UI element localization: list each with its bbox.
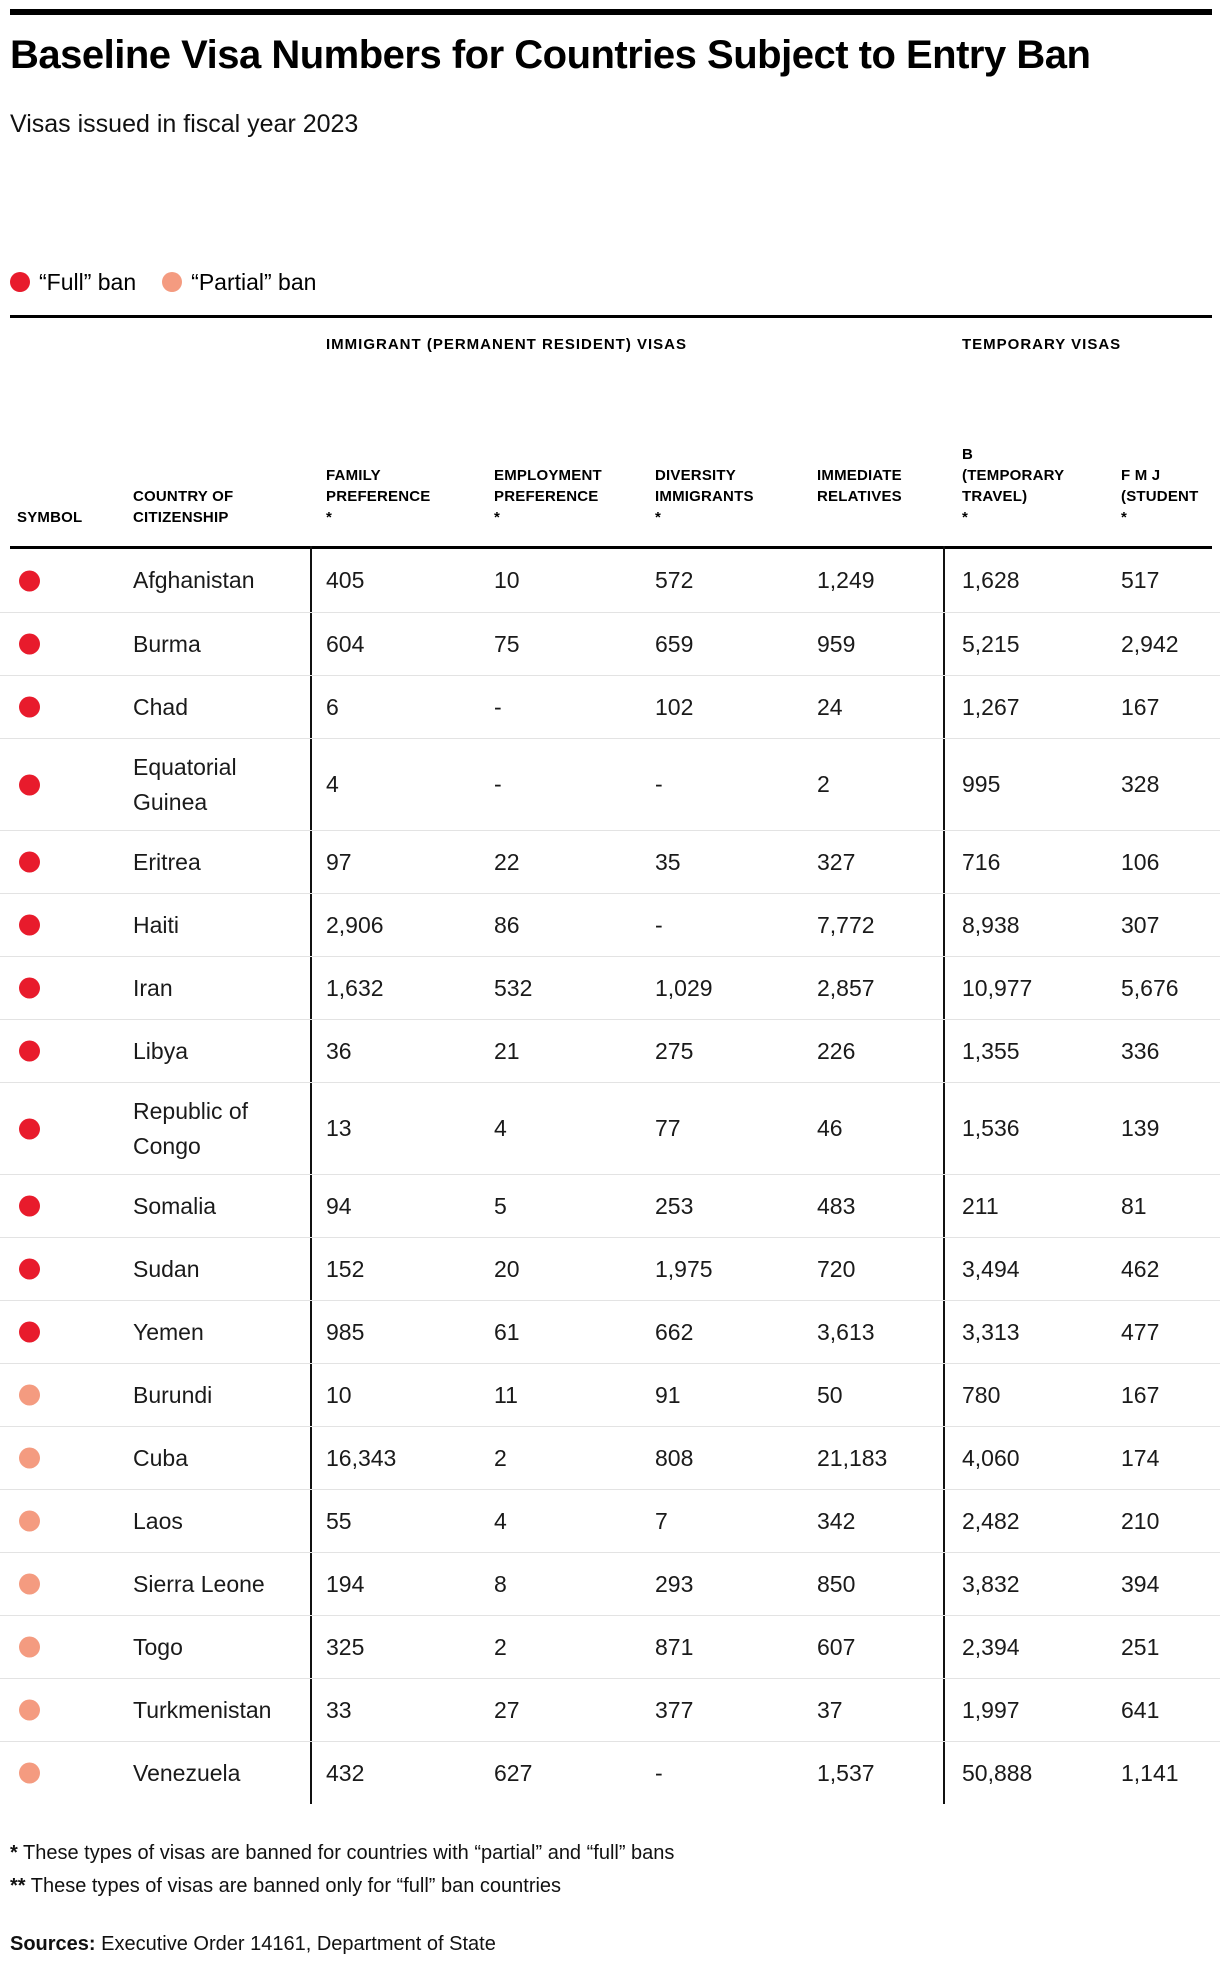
value-cell-immediate: 1,249 [817, 567, 875, 593]
value-cell-fmj: 394 [1121, 1570, 1160, 1597]
column-header-asterisk: * [1121, 509, 1128, 526]
column-header-b [962, 444, 1064, 528]
footnote-partial-full [10, 1842, 674, 1865]
value-cell-diversity: 275 [655, 1037, 694, 1064]
value-cell-family: 10 [326, 1381, 352, 1408]
value-cell-diversity: - [655, 771, 663, 797]
legend [10, 270, 342, 294]
table-row [0, 675, 1220, 738]
ban-dot-icon [19, 1637, 40, 1658]
value-cell-immediate: 720 [817, 1255, 856, 1282]
value-cell-b: 10,977 [962, 974, 1033, 1001]
value-cell-employment: - [494, 693, 502, 720]
value-cell-employment: 2 [494, 1444, 507, 1471]
value-cell-immediate: 3,613 [817, 1318, 875, 1345]
ban-dot-icon [19, 1118, 40, 1139]
column-header-asterisk: * [655, 509, 662, 526]
value-cell-b: 2,394 [962, 1633, 1020, 1660]
value-cell-fmj: 336 [1121, 1037, 1160, 1064]
country-cell: Turkmenistan [133, 1696, 272, 1723]
value-cell-b: 211 [962, 1192, 999, 1219]
column-header-employment [494, 465, 619, 528]
ban-dot-icon [19, 1511, 40, 1532]
value-cell-employment: 627 [494, 1759, 533, 1786]
value-cell-immediate: 37 [817, 1696, 843, 1723]
value-cell-fmj: 328 [1121, 771, 1160, 797]
value-cell-diversity: 572 [655, 567, 694, 593]
value-cell-fmj: 307 [1121, 911, 1160, 938]
value-cell-diversity: - [655, 1759, 663, 1786]
value-cell-immediate: 226 [817, 1037, 856, 1064]
value-cell-family: 432 [326, 1759, 365, 1786]
value-cell-b: 1,997 [962, 1696, 1020, 1723]
table-row [0, 1237, 1220, 1300]
table-row [0, 956, 1220, 1019]
value-cell-immediate: 24 [817, 693, 843, 720]
column-header-asterisk: * [326, 509, 333, 526]
value-cell-employment: 86 [494, 911, 520, 938]
value-cell-b: 1,628 [962, 567, 1020, 593]
country-cell: Sudan [133, 1255, 200, 1282]
value-cell-family: 604 [326, 630, 365, 657]
table-row [0, 1678, 1220, 1741]
table-row [0, 1615, 1220, 1678]
value-cell-diversity: 662 [655, 1318, 694, 1345]
value-cell-employment: 10 [494, 567, 520, 593]
value-cell-employment: 11 [494, 1381, 518, 1408]
table-row [0, 1741, 1220, 1804]
ban-dot-icon [19, 978, 40, 999]
page-subtitle: Visas issued in fiscal year 2023 [10, 110, 359, 138]
table-row [0, 549, 1220, 612]
table-row [0, 1082, 1220, 1174]
value-cell-family: 6 [326, 693, 339, 720]
value-cell-fmj: 139 [1121, 1115, 1160, 1141]
value-cell-employment: 20 [494, 1255, 520, 1282]
footnote-text: These types of visas are banned only for “full” ban countries [25, 1875, 562, 1897]
value-cell-fmj: 167 [1121, 693, 1160, 720]
visa-table-body [0, 549, 1220, 1804]
table-row [0, 1552, 1220, 1615]
value-cell-diversity: 377 [655, 1696, 694, 1723]
value-cell-family: 2,906 [326, 911, 384, 938]
full-ban-dot-icon [10, 272, 30, 292]
value-cell-immediate: 21,183 [817, 1444, 888, 1471]
table-row [0, 1300, 1220, 1363]
country-cell: Eritrea [133, 848, 201, 875]
ban-dot-icon [19, 1700, 40, 1721]
country-cell: Iran [133, 974, 173, 1001]
legend-label-full: “Full” ban [39, 268, 137, 295]
value-cell-employment: 21 [494, 1037, 520, 1064]
value-cell-b: 716 [962, 848, 1001, 875]
column-header-label: COUNTRY OF CITIZENSHIP [133, 488, 234, 526]
top-accent-bar [10, 9, 1212, 15]
value-cell-immediate: 2,857 [817, 974, 875, 1001]
value-cell-b: 1,355 [962, 1037, 1020, 1064]
column-header-immediate [817, 465, 935, 507]
value-cell-fmj: 174 [1121, 1444, 1160, 1471]
value-cell-employment: 8 [494, 1570, 507, 1597]
country-cell: Togo [133, 1633, 183, 1660]
value-cell-employment: 61 [494, 1318, 520, 1345]
value-cell-family: 33 [326, 1696, 352, 1723]
column-header-family [326, 465, 448, 528]
value-cell-b: 4,060 [962, 1444, 1020, 1471]
country-cell: Sierra Leone [133, 1570, 265, 1597]
table-row [0, 830, 1220, 893]
ban-dot-icon [19, 1041, 40, 1062]
ban-dot-icon [19, 570, 40, 591]
column-header-label: B (TEMPORARY TRAVEL) [962, 446, 1065, 505]
value-cell-family: 4 [326, 771, 339, 797]
value-cell-family: 55 [326, 1507, 352, 1534]
value-cell-diversity: 253 [655, 1192, 694, 1219]
ban-dot-icon [19, 697, 40, 718]
value-cell-diversity: 35 [655, 848, 681, 875]
column-header-fmj [1121, 465, 1220, 528]
column-header-label: DIVERSITY IMMIGRANTS [655, 467, 754, 505]
value-cell-employment: - [494, 771, 502, 797]
value-cell-immediate: 1,537 [817, 1759, 875, 1786]
legend-item-partial [162, 269, 316, 296]
value-cell-family: 36 [326, 1037, 352, 1064]
legend-divider-rule [10, 315, 1212, 318]
value-cell-employment: 4 [494, 1507, 507, 1534]
ban-dot-icon [19, 1322, 40, 1343]
value-cell-family: 325 [326, 1633, 365, 1660]
column-header-diversity [655, 465, 781, 528]
column-header-asterisk: * [494, 509, 501, 526]
value-cell-fmj: 517 [1121, 567, 1160, 593]
column-header-label: EMPLOYMENT PREFERENCE [494, 467, 602, 505]
country-cell: Venezuela [133, 1759, 241, 1786]
value-cell-family: 405 [326, 567, 365, 593]
footnote-full-only [10, 1875, 561, 1898]
country-cell: Laos [133, 1507, 183, 1534]
column-header-label: FAMILY PREFERENCE [326, 467, 431, 505]
value-cell-immediate: 46 [817, 1115, 843, 1141]
column-header-asterisk: * [962, 509, 969, 526]
value-cell-diversity: 77 [655, 1115, 681, 1141]
value-cell-b: 3,494 [962, 1255, 1020, 1282]
value-cell-employment: 2 [494, 1633, 507, 1660]
value-cell-diversity: 91 [655, 1381, 681, 1408]
value-cell-employment: 4 [494, 1115, 507, 1141]
table-row [0, 1174, 1220, 1237]
value-cell-fmj: 81 [1121, 1192, 1147, 1219]
value-cell-fmj: 210 [1121, 1507, 1160, 1534]
table-row [0, 1363, 1220, 1426]
country-cell: Afghanistan [133, 567, 255, 594]
country-cell: Yemen [133, 1318, 204, 1345]
value-cell-b: 3,832 [962, 1570, 1020, 1597]
value-cell-employment: 532 [494, 974, 533, 1001]
country-cell: Burma [133, 630, 201, 657]
country-cell: Republic of Congo [133, 1098, 249, 1159]
value-cell-immediate: 483 [817, 1192, 856, 1219]
value-cell-immediate: 2 [817, 771, 830, 797]
ban-dot-icon [19, 1448, 40, 1469]
value-cell-fmj: 641 [1121, 1696, 1160, 1723]
value-cell-family: 194 [326, 1570, 365, 1597]
table-row [0, 893, 1220, 956]
value-cell-immediate: 7,772 [817, 911, 875, 938]
ban-dot-icon [19, 774, 40, 795]
country-cell: Libya [133, 1037, 188, 1064]
value-cell-b: 50,888 [962, 1759, 1033, 1786]
value-cell-employment: 75 [494, 630, 520, 657]
value-cell-diversity: 293 [655, 1570, 694, 1597]
partial-ban-dot-icon [162, 272, 182, 292]
value-cell-family: 985 [326, 1318, 365, 1345]
sources-text: Executive Order 14161, Department of State [101, 1933, 496, 1955]
table-row [0, 1019, 1220, 1082]
value-cell-b: 2,482 [962, 1507, 1020, 1534]
table-row [0, 738, 1220, 830]
value-cell-family: 94 [326, 1192, 352, 1219]
value-cell-family: 13 [326, 1115, 352, 1141]
value-cell-fmj: 5,676 [1121, 974, 1179, 1001]
value-cell-fmj: 167 [1121, 1381, 1160, 1408]
country-cell: Somalia [133, 1192, 217, 1219]
value-cell-fmj: 2,942 [1121, 630, 1179, 657]
value-cell-fmj: 251 [1121, 1633, 1160, 1660]
value-cell-employment: 5 [494, 1192, 507, 1219]
value-cell-fmj: 462 [1121, 1255, 1160, 1282]
value-cell-diversity: - [655, 911, 663, 938]
value-cell-immediate: 607 [817, 1633, 856, 1660]
table-row [0, 1489, 1220, 1552]
value-cell-immediate: 50 [817, 1381, 843, 1408]
ban-dot-icon [19, 1385, 40, 1406]
value-cell-b: 8,938 [962, 911, 1020, 938]
value-cell-immediate: 850 [817, 1570, 856, 1597]
ban-dot-icon [19, 634, 40, 655]
value-cell-diversity: 1,975 [655, 1255, 713, 1282]
ban-dot-icon [19, 1574, 40, 1595]
ban-dot-icon [19, 1259, 40, 1280]
country-cell: Burundi [133, 1381, 213, 1408]
group-header-temporary: TEMPORARY VISAS [962, 336, 1122, 353]
footnote-marker: ** [10, 1875, 26, 1897]
country-cell: Equatorial Guinea [133, 754, 237, 815]
country-cell: Cuba [133, 1444, 188, 1471]
column-header-symbol [17, 507, 109, 528]
column-header-label: SYMBOL [17, 509, 83, 526]
sources-label: Sources: [10, 1933, 102, 1955]
country-cell: Haiti [133, 911, 180, 938]
value-cell-b: 995 [962, 771, 1001, 797]
value-cell-immediate: 342 [817, 1507, 856, 1534]
value-cell-fmj: 477 [1121, 1318, 1160, 1345]
value-cell-family: 97 [326, 848, 352, 875]
sources-line [10, 1933, 496, 1956]
table-row [0, 612, 1220, 675]
column-header-label: F M J (STUDENT [1121, 467, 1199, 505]
value-cell-b: 780 [962, 1381, 1001, 1408]
value-cell-diversity: 659 [655, 630, 694, 657]
value-cell-b: 5,215 [962, 630, 1020, 657]
ban-dot-icon [19, 1196, 40, 1217]
value-cell-family: 152 [326, 1255, 365, 1282]
legend-item-full [10, 269, 136, 296]
value-cell-employment: 27 [494, 1696, 520, 1723]
ban-dot-icon [19, 915, 40, 936]
value-cell-b: 1,536 [962, 1115, 1020, 1141]
group-header-immigrant: IMMIGRANT (PERMANENT RESIDENT) VISAS [326, 336, 688, 353]
value-cell-diversity: 871 [655, 1633, 694, 1660]
value-cell-diversity: 1,029 [655, 974, 713, 1001]
value-cell-immediate: 327 [817, 848, 856, 875]
ban-dot-icon [19, 852, 40, 873]
value-cell-diversity: 7 [655, 1507, 668, 1534]
value-cell-family: 16,343 [326, 1444, 397, 1471]
value-cell-employment: 22 [494, 848, 520, 875]
value-cell-family: 1,632 [326, 974, 384, 1001]
country-cell: Chad [133, 693, 188, 720]
value-cell-fmj: 1,141 [1121, 1759, 1179, 1786]
table-row [0, 1426, 1220, 1489]
value-cell-b: 1,267 [962, 693, 1020, 720]
column-header-country [133, 486, 251, 528]
value-cell-fmj: 106 [1121, 848, 1160, 875]
ban-dot-icon [19, 1763, 40, 1784]
value-cell-immediate: 959 [817, 630, 856, 657]
column-header-label: IMMEDIATE RELATIVES [817, 467, 902, 505]
footnote-text: These types of visas are banned for countries with “partial” and “full” bans [17, 1842, 675, 1864]
value-cell-diversity: 808 [655, 1444, 694, 1471]
page-title: Baseline Visa Numbers for Countries Subject to Entry Ban [10, 33, 1091, 77]
legend-label-partial: “Partial” ban [191, 268, 317, 295]
value-cell-b: 3,313 [962, 1318, 1020, 1345]
footnote-marker: * [10, 1842, 18, 1864]
value-cell-diversity: 102 [655, 693, 694, 720]
